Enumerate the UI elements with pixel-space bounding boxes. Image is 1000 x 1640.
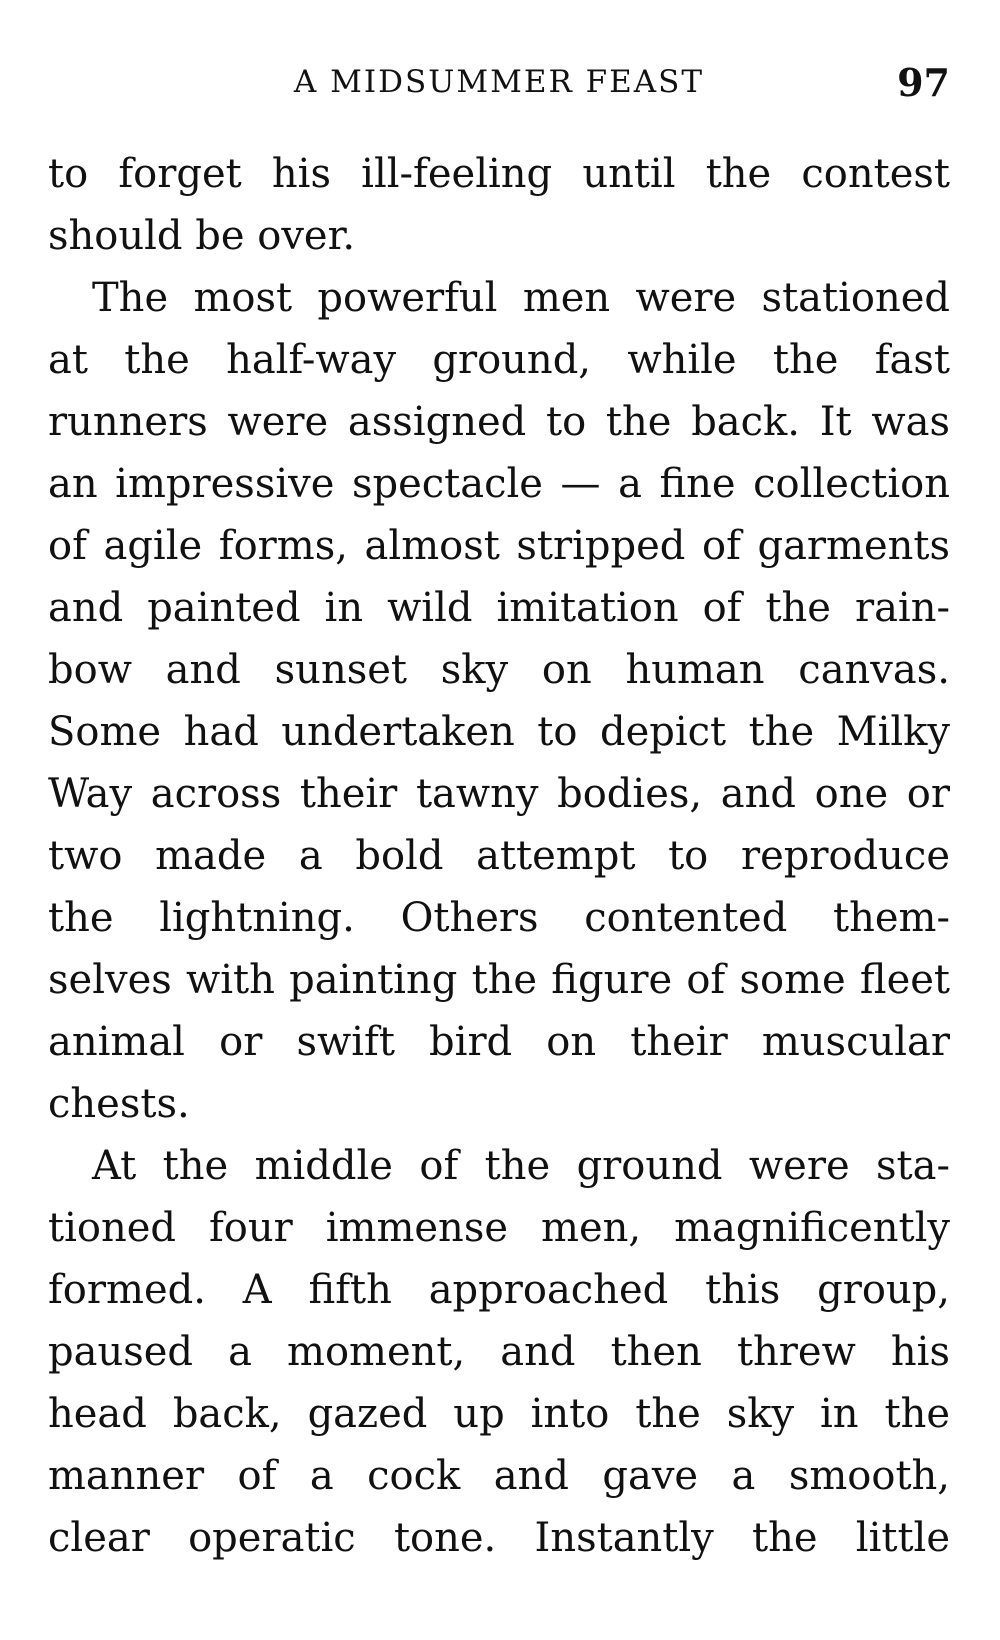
text-line: should be over. [48,213,356,259]
paragraph [48,267,950,1135]
text-line: formed. A fifth approached this group, [48,1267,950,1313]
page-header [48,60,950,110]
text-line: clear operatic tone. Instantly the little [48,1515,950,1561]
text-line: two made a bold attempt to reproduce [48,833,950,879]
text-line: the lightning. Others contented them- [48,895,950,941]
text-line: selves with painting the figure of some fleet [48,957,950,1003]
text-line: paused a moment, and then threw his [48,1329,950,1375]
text-line: bow and sunset sky on human canvas. [48,647,950,693]
paragraph [48,1135,950,1569]
text-line: of agile forms, almost stripped of garments [48,523,950,569]
running-title: A MIDSUMMER FEAST [293,64,705,100]
body-text [48,143,950,1569]
text-line: an impressive spectacle — a fine collection [48,461,950,507]
text-line: animal or swift bird on their muscular [48,1019,950,1065]
text-line: Some had undertaken to depict the Milky [48,709,950,755]
text-line: runners were assigned to the back. It was [48,399,950,445]
text-line: and painted in wild imitation of the rain- [48,585,950,631]
text-line: head back, gazed up into the sky in the [48,1391,950,1437]
text-line: At the middle of the ground were sta- [92,1143,950,1189]
text-line: The most powerful men were stationed [92,275,950,321]
text-line: tioned four immense men, magnificently [48,1205,950,1251]
page-number: 97 [897,60,950,105]
text-line: manner of a cock and gave a smooth, [48,1453,950,1499]
text-line: to forget his ill-feeling until the contest [48,151,950,197]
text-line: at the half-way ground, while the fast [48,337,950,383]
text-line: Way across their tawny bodies, and one or [48,771,950,817]
paragraph [48,143,950,267]
text-line: chests. [48,1081,190,1127]
